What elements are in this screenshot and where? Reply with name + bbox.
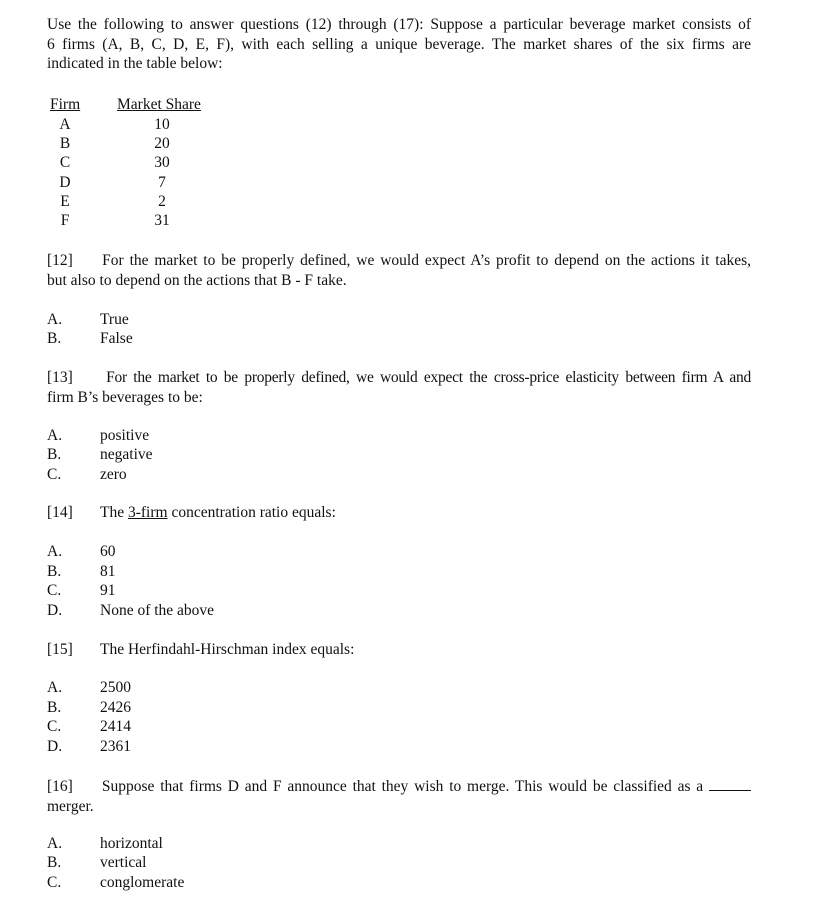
question-text: The xyxy=(100,504,128,521)
option-text: 2414 xyxy=(100,718,131,735)
option-text: False xyxy=(100,330,133,347)
question-16 xyxy=(47,776,751,816)
answer-blank xyxy=(709,776,751,791)
question-text: For the market to be properly defined, we would expect A’s profit to depend on the actions it takes, xyxy=(102,252,751,269)
question-13 xyxy=(47,368,751,407)
question-number: [12] xyxy=(47,252,73,269)
question-text: Suppose that firms D and F announce that they wish to merge. This would be classified as a xyxy=(101,778,704,795)
option-text: 2361 xyxy=(100,738,131,755)
option-text: 60 xyxy=(100,543,116,560)
table-header-firm: Firm xyxy=(50,96,81,113)
table-cell-share: 20 xyxy=(154,135,170,152)
table-cell-firm: A xyxy=(59,116,71,133)
option-letter: A. xyxy=(47,427,63,444)
option-letter: A. xyxy=(47,679,63,696)
option-letter: A. xyxy=(47,543,63,560)
option-text: 2426 xyxy=(100,699,131,716)
question-text: For the market to be properly defined, we would expect the cross-price elasticity between firm A and xyxy=(106,369,751,386)
question-number: [13] xyxy=(47,369,73,386)
table-cell-share: 2 xyxy=(158,193,166,210)
intro-line-1: Use the following to answer questions (12) through (17): Suppose a particular beverage market consists of xyxy=(47,16,751,33)
question-text: The Herfindahl-Hirschman index equals: xyxy=(100,641,355,658)
option-text: vertical xyxy=(100,854,147,871)
option-letter: C. xyxy=(47,718,62,735)
option-text: True xyxy=(100,311,129,328)
table-cell-firm: B xyxy=(59,135,71,152)
option-letter: B. xyxy=(47,330,62,347)
question-text: concentration ratio equals: xyxy=(167,504,336,521)
option-letter: A. xyxy=(47,835,63,852)
option-letter: A. xyxy=(47,311,63,328)
intro-line-3: indicated in the table below: xyxy=(47,55,223,72)
question-text-continued: merger. xyxy=(47,797,94,815)
option-text: 91 xyxy=(100,582,116,599)
option-letter: C. xyxy=(47,874,62,891)
option-letter: B. xyxy=(47,854,62,871)
option-text: conglomerate xyxy=(100,874,185,891)
table-cell-share: 7 xyxy=(158,174,166,191)
question-12 xyxy=(47,251,751,290)
option-text: 2500 xyxy=(100,679,131,696)
option-letter: D. xyxy=(47,602,63,619)
option-letter: B. xyxy=(47,699,62,716)
question-number: [16] xyxy=(47,778,73,795)
option-text: zero xyxy=(100,466,127,483)
table-header-market-share: Market Share xyxy=(117,96,201,113)
intro-paragraph xyxy=(47,15,751,74)
option-letter: C. xyxy=(47,466,62,483)
option-letter: B. xyxy=(47,563,62,580)
option-letter: B. xyxy=(47,446,62,463)
question-text-continued: but also to depend on the actions that B - F take. xyxy=(47,271,347,289)
question-number: [15] xyxy=(47,641,73,658)
table-cell-share: 30 xyxy=(154,154,170,171)
table-cell-share: 10 xyxy=(154,116,170,133)
table-cell-firm: F xyxy=(60,212,70,229)
question-text-underlined: 3-firm xyxy=(127,504,168,521)
option-text: 81 xyxy=(100,563,116,580)
table-cell-share: 31 xyxy=(154,212,170,229)
option-letter: C. xyxy=(47,582,62,599)
question-text-continued: firm B’s beverages to be: xyxy=(47,388,203,406)
intro-line-2: 6 firms (A, B, C, D, E, F), with each selling a unique beverage. The market shares of the six firms are xyxy=(47,35,751,53)
table-cell-firm: C xyxy=(59,154,71,171)
question-number: [14] xyxy=(47,504,73,521)
option-text: horizontal xyxy=(100,835,163,852)
option-text: negative xyxy=(100,446,153,463)
option-text: positive xyxy=(100,427,150,444)
option-text: None of the above xyxy=(100,602,215,619)
table-cell-firm: E xyxy=(60,193,70,210)
table-cell-firm: D xyxy=(59,174,71,191)
question-14-text xyxy=(100,503,336,523)
option-letter: D. xyxy=(47,738,63,755)
